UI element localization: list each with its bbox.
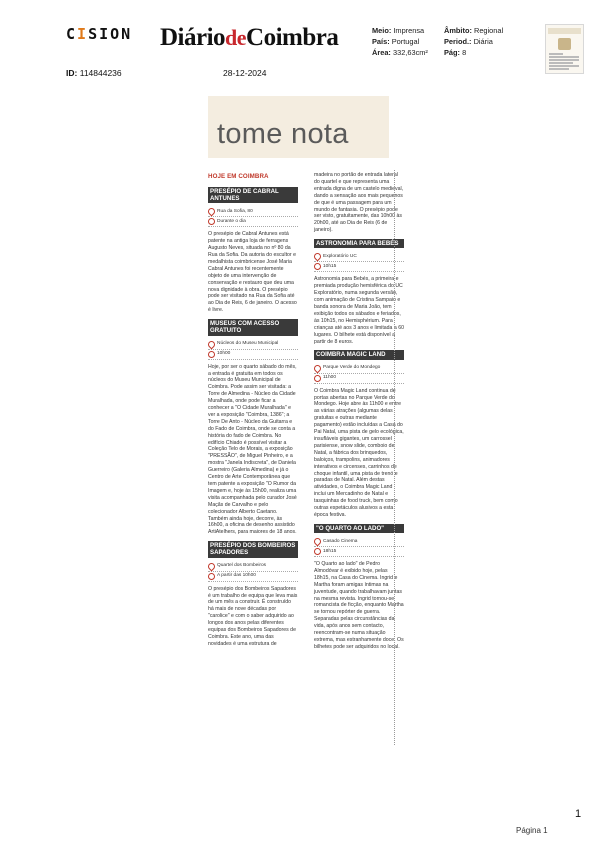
masthead-coimbra: Coimbra: [246, 24, 339, 51]
clock-icon: [314, 548, 321, 555]
section-title: tome nota: [217, 118, 349, 150]
meta-left: [372, 25, 428, 58]
section-kicker: HOJE EM COIMBRA: [208, 173, 269, 180]
article-column-2: [314, 172, 404, 656]
body-astronomia: Astronomia para Bebés, a primeira e premiada produção hemisférica do UC Exploratório, numa segunda versão, com animação de Cristina Sampaio e banda sonora de Maria João, tem exibição todos os sábados e feriados, às 10h15, no Hemisphérium. Para crianças até aos 3 anos e limitada a 60 lugares. O bilhete está disponível a partir de 8 euros.: [314, 276, 404, 345]
heading-magic-land: COIMBRA MAGIC LAND: [314, 350, 404, 359]
heading-astronomia: ASTRONOMIA PARA BEBÉS: [314, 239, 404, 248]
info-time: 10h00: [208, 350, 298, 360]
masthead-de: de: [225, 25, 247, 50]
clock-icon: [208, 573, 215, 580]
info-location: Casado Cinema: [314, 537, 404, 547]
info-location: Rua da Sofia, 80: [208, 207, 298, 217]
clock-icon: [314, 375, 321, 382]
clock-icon: [208, 351, 215, 358]
heading-quarto-ao-lado: "O QUARTO AO LADO": [314, 524, 404, 533]
meta-pagina: Pág: 8: [444, 48, 467, 57]
body-museus: Hoje, por ser o quarto sábado do mês, a entrada é gratuita em todos os núcleos do Museu Municipal de Coimbra. Pode assim ser visitada: a Torre de Almedina - Núcleo da Cidade Muralhada, onde pode ficar a conhecer a "O Cidade Muralhada" e ver a exposição "Coimbra, 1386"; a Torre De Anto - Núcleo da Guitarra e do Fado de Coimbra, onde se conta a história do fado de Coimbra. No edifício Chiado é possível visitar a Coleção Telo de Morais, a exposição "PRESSÃO", de Miguel Pinheiro, e a mostra "Janela Indiscreta", de Daniela Guerreiro (Galeria Almedina) e já o Centro de Arte Contemporânea que tem patente a exposição "O Rumor da Imagem e, hoje às 15h00, realiza uma visita acompanhada pelo curador José Maçãs de Carvalho e pelo colecionador Alberto Caetano. Também ainda hoje, decorre, às 16h00, a oficina de desenho assistido ArtiAtelhers, para maiores de 18 anos.: [208, 363, 297, 536]
page-thumbnail[interactable]: [545, 24, 584, 74]
body-presepio-cabral: O presépio de Cabral Antunes está patente na antiga loja de ferragens Augusto Neves, situada no nº 80 da Rua da Sofia. Da autoria do escultor e medalhista coimbricense José Maria Cabral Antunes foi recentemente objeto de uma intervenção de conservação e restauro que deu uma nova dignidade à obra. O presépio pode ser visitado na Rua da Sofia até ao Dia de Reis, 6 de janeiro. O acesso é livre.: [208, 231, 297, 314]
info-time: 11h00: [314, 374, 404, 384]
info-time: A partir das 10h00: [208, 572, 298, 582]
body-magic-land: O Coimbra Magic Land continua de portas abertas no Parque Verde do Mondego. Hoje abre às 11h00 e entre as várias atrações (algumas delas gratuitas e outras mediante pagamento) estão incluídas a Casa do Pai Natal, uma pista de gelo ecológica, insufláveis gigantes, um carrossel parisiense, snow slide, comboio de Natal, a fábrica dos brinquedos, baloiços, trampolins, animadores interativos e circenses, carrinhos de choque infantil, uma pista de trenó e paradas de Natal. Além destas atividades, o Coimbra Magic Land inclui um Mercadinho de Natal e tasquinhas de food truck, bem como outras espetáculos alusivos a esta época festiva.: [314, 387, 404, 518]
cision-logo: [66, 25, 132, 43]
meta-periodicidade: Period.: Diária: [444, 37, 493, 46]
clipping-date: 28-12-2024: [223, 68, 267, 78]
thumbnail-image-icon: [558, 38, 571, 50]
location-pin-icon: [207, 561, 217, 571]
info-time: 18h15: [314, 547, 404, 557]
newspaper-masthead: [160, 24, 338, 52]
page-label: Página 1: [516, 826, 548, 835]
location-pin-icon: [313, 252, 323, 262]
article-column-1: [208, 172, 298, 653]
info-time: 10h15: [314, 262, 404, 272]
heading-presepio-bombeiros: PRESÉPIO DOS BOMBEIROS SAPADORES: [208, 541, 298, 557]
cision-logo-rest: SION: [88, 25, 133, 43]
page-number: 1: [575, 808, 582, 820]
column-divider: [394, 170, 396, 745]
thumbnail-band: [548, 28, 581, 34]
body-quarto-ao-lado: "O Quarto ao lado" de Pedro Almodóvar é exibido hoje, pelas 18h15, na Casa do Cinema. Ingrid e Martha foram amigas íntimas na juventude, quando trabalhavam juntas na mesma revista. Ingrid tornou-se romancista de ficção, enquanto Martha se tornou repórter de guerra. Separadas pelas circunstâncias da vida, após anos sem contacto, reencontram-se numa situação extrema, mas estranhamente doce. Os bilhetes pode ser adquiridos no local.: [314, 561, 404, 650]
location-pin-icon: [313, 363, 323, 373]
meta-area: Área: 332,63cm²: [372, 48, 428, 57]
location-pin-icon: [207, 207, 217, 217]
body-presepio-bombeiros: O presépio dos Bombeiros Sapadores é um trabalho de equipa que leva mais de um mês a construir. É construído há mais de nove décadas por "carolice" e com o saber adquirido ao longos dos anos pelas diferentes equipas dos Bombeiros Sapadores de Coimbra. Este ano, uma das novidades é uma estrutura de: [208, 585, 298, 647]
location-pin-icon: [207, 339, 217, 349]
clock-icon: [314, 263, 321, 270]
section-title-panel: [208, 96, 389, 158]
info-time: Durante o dia: [208, 217, 298, 227]
heading-museus: MUSEUS COM ACESSO GRATUITO: [208, 319, 298, 335]
meta-ambito: Âmbito: Regional: [444, 26, 504, 35]
meta-right: [444, 25, 503, 58]
cision-logo-c: C: [66, 25, 78, 43]
clock-icon: [208, 218, 215, 225]
meta-meio: Meio: Imprensa: [372, 26, 425, 35]
clipping-id: ID: 114844236: [66, 68, 122, 78]
info-location: Núcleos do Museu Municipal: [208, 340, 298, 350]
body-bombeiros-continued: madeira no portão de entrada lateral do quartel e que representa uma entrada digna de um castelo medieval, dando a sensação aos mais pequenos de que é uma passagem para um mundo de fantasia. O presépio pode ser visto, gratuitamente, das 10h00 às 20h00, até ao Dia de Reis (6 de janeiro).: [314, 172, 404, 234]
masthead-diario: Diário: [160, 24, 226, 51]
meta-pais: País: Portugal: [372, 37, 420, 46]
cision-logo-i: I: [77, 25, 89, 43]
heading-presepio-cabral: PRESÉPIO DE CABRAL ANTUNES: [208, 187, 298, 203]
info-location: Exploratório UC: [314, 252, 404, 262]
info-location: Quartel dos Bombeiros: [208, 562, 298, 572]
info-location: Parque Verde do Mondego: [314, 364, 404, 374]
location-pin-icon: [313, 537, 323, 547]
